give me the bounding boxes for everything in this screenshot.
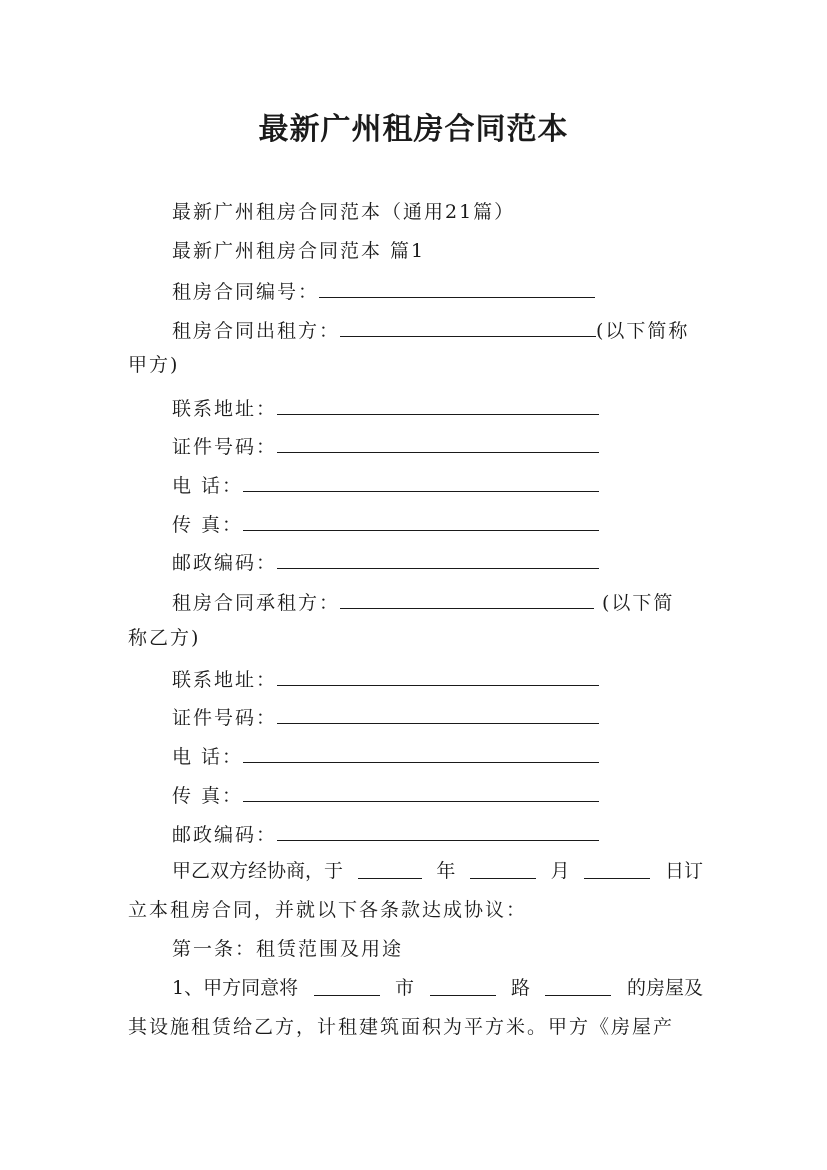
contract-number-line (172, 277, 703, 305)
lessor-address-blank[interactable] (277, 394, 599, 415)
article-1-heading: 第一条：租赁范围及用途 (172, 938, 404, 960)
lessee-postcode-blank[interactable] (277, 820, 599, 841)
house-blank[interactable] (545, 975, 611, 996)
lessee-id-blank[interactable] (277, 703, 599, 724)
lessor-note-cont: 甲方) (128, 354, 180, 376)
clause-1-intro: 1、甲方同意将 (172, 977, 299, 999)
lessor-id-blank[interactable] (277, 432, 599, 453)
road-label: 路 (510, 977, 530, 999)
lessor-address-line (172, 394, 703, 422)
year-blank[interactable] (358, 858, 422, 879)
agreement-cont: 立本租房合同，并就以下各条款达成协议： (128, 899, 528, 921)
lessee-postcode-label: 邮政编码： (172, 824, 278, 846)
lessee-phone-label: 电 话： (172, 746, 244, 768)
lessee-id-line (172, 703, 703, 731)
agreement-date-line (172, 858, 703, 884)
contract-number-blank[interactable] (319, 277, 595, 298)
document-title: 最新广州租房合同范本 (258, 112, 569, 147)
day-label: 日订 (664, 860, 703, 882)
lessor-note: (以下简称 (596, 320, 690, 342)
clause-1-cont: 其设施租赁给乙方，计租建筑面积为平方米。甲方《房屋产 (128, 1016, 675, 1038)
lessor-phone-label: 电 话： (172, 475, 244, 497)
lessee-address-line (172, 665, 703, 693)
lessee-address-blank[interactable] (277, 665, 599, 686)
lessor-id-line (172, 432, 703, 460)
lessee-label: 租房合同承租方： (172, 592, 341, 614)
clause-1-line (172, 975, 703, 1001)
lessor-fax-blank[interactable] (243, 510, 599, 531)
lessee-name-blank[interactable] (340, 588, 594, 609)
lessor-fax-line (172, 510, 703, 538)
month-blank[interactable] (470, 858, 536, 879)
city-blank[interactable] (314, 975, 380, 996)
lessor-postcode-label: 邮政编码： (172, 552, 278, 574)
section-heading: 最新广州租房合同范本 篇1 (172, 240, 426, 262)
lessor-postcode-blank[interactable] (277, 548, 599, 569)
city-label: 市 (395, 977, 415, 999)
road-blank[interactable] (430, 975, 496, 996)
lessee-fax-label: 传 真： (172, 785, 244, 807)
lessee-phone-blank[interactable] (243, 742, 599, 763)
contract-number-label: 租房合同编号： (172, 281, 320, 303)
lessee-phone-line (172, 742, 703, 770)
lessor-label: 租房合同出租方： (172, 320, 341, 342)
year-label: 年 (436, 860, 456, 882)
day-blank[interactable] (584, 858, 650, 879)
lessor-name-blank[interactable] (340, 316, 596, 337)
lessee-fax-line (172, 781, 703, 809)
lessee-note-cont: 称乙方) (128, 627, 201, 649)
month-label: 月 (550, 860, 570, 882)
lessor-phone-blank[interactable] (243, 471, 599, 492)
lessor-line (172, 316, 703, 344)
lessee-postcode-line (172, 820, 703, 848)
lessor-id-label: 证件号码： (172, 436, 278, 458)
lessee-address-label: 联系地址： (172, 669, 278, 691)
lessee-fax-blank[interactable] (243, 781, 599, 802)
lessee-id-label: 证件号码： (172, 707, 278, 729)
lessor-postcode-line (172, 548, 703, 576)
agreement-intro: 甲乙双方经协商，于 (172, 860, 344, 882)
lessor-address-label: 联系地址： (172, 398, 278, 420)
lessor-fax-label: 传 真： (172, 514, 244, 536)
document-subtitle: 最新广州租房合同范本（通用21篇） (172, 201, 516, 223)
lessor-phone-line (172, 471, 703, 499)
house-label: 的房屋及 (626, 977, 703, 999)
lessee-note: (以下简 (602, 592, 675, 614)
lessee-line (172, 588, 703, 616)
